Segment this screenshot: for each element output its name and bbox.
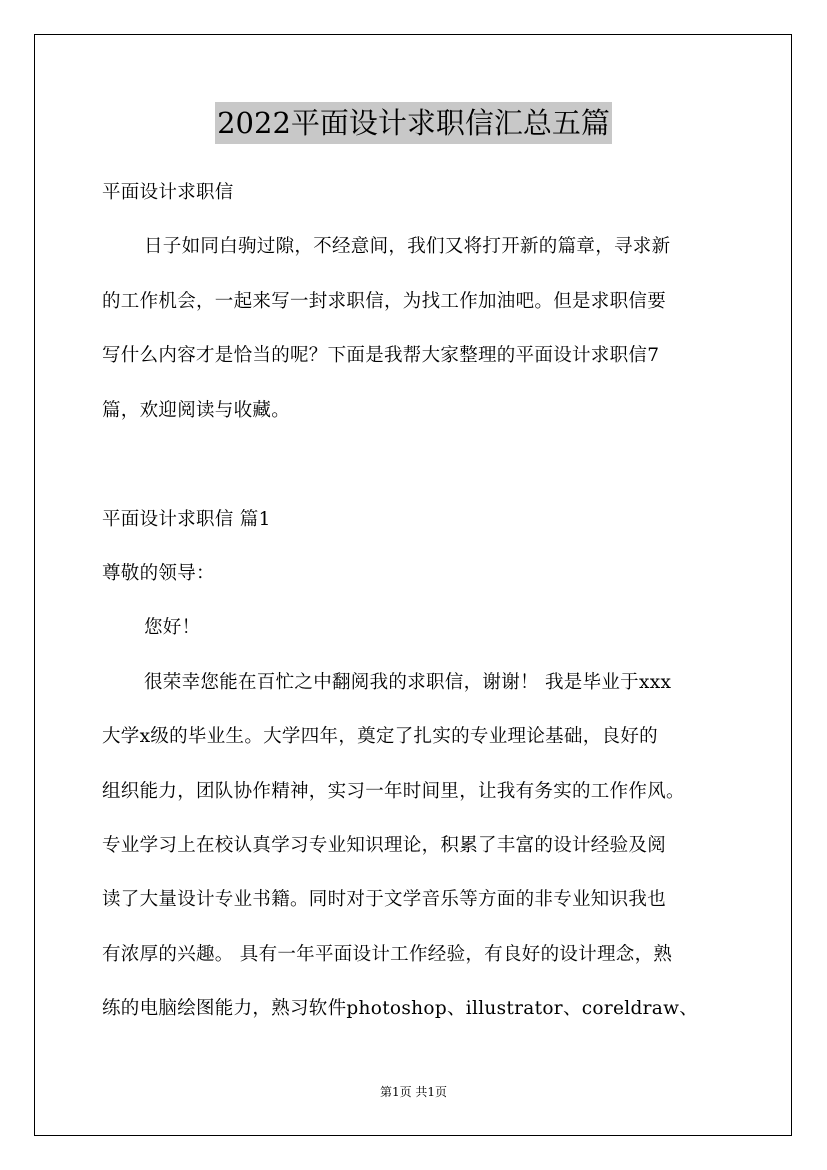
intro-line-2: 的工作机会，一起来写一封求职信，为找工作加油吧。但是求职信要 [102,291,667,312]
page-footer: 第1页 共1页 [379,1085,448,1099]
body-line-2: 大学x级的毕业生。大学四年，奠定了扎实的专业理论基础，良好的 [102,726,658,747]
section-heading: 平面设计求职信 篇1 [102,509,271,530]
salutation: 尊敬的领导： [102,563,215,584]
intro-line-3: 写什么内容才是恰当的呢？下面是我帮大家整理的平面设计求职信7 [102,345,660,366]
document-title: 2022平面设计求职信汇总五篇 [215,102,612,144]
body-line-6: 有浓厚的兴趣。 具有一年平面设计工作经验，有良好的设计理念，熟 [102,944,673,965]
subtitle: 平面设计求职信 [102,182,234,203]
greeting: 您好！ [144,617,201,638]
intro-line-1: 日子如同白驹过隙，不经意间，我们又将打开新的篇章，寻求新 [144,236,671,257]
body-line-5: 读了大量设计专业书籍。同时对于文学音乐等方面的非专业知识我也 [102,889,667,910]
body-line-4: 专业学习上在校认真学习专业知识理论，积累了丰富的设计经验及阅 [102,835,667,856]
body-line-1: 很荣幸您能在百忙之中翻阅我的求职信，谢谢！ 我是毕业于xxx [144,672,672,693]
title-container [0,102,827,144]
body-line-3: 组织能力，团队协作精神，实习一年时间里，让我有务实的工作作风。 [102,781,685,802]
body-line-7: 练的电脑绘图能力，熟习软件photoshop、illustrator、coreldraw、 [102,998,698,1019]
intro-line-4: 篇，欢迎阅读与收藏。 [102,400,291,421]
